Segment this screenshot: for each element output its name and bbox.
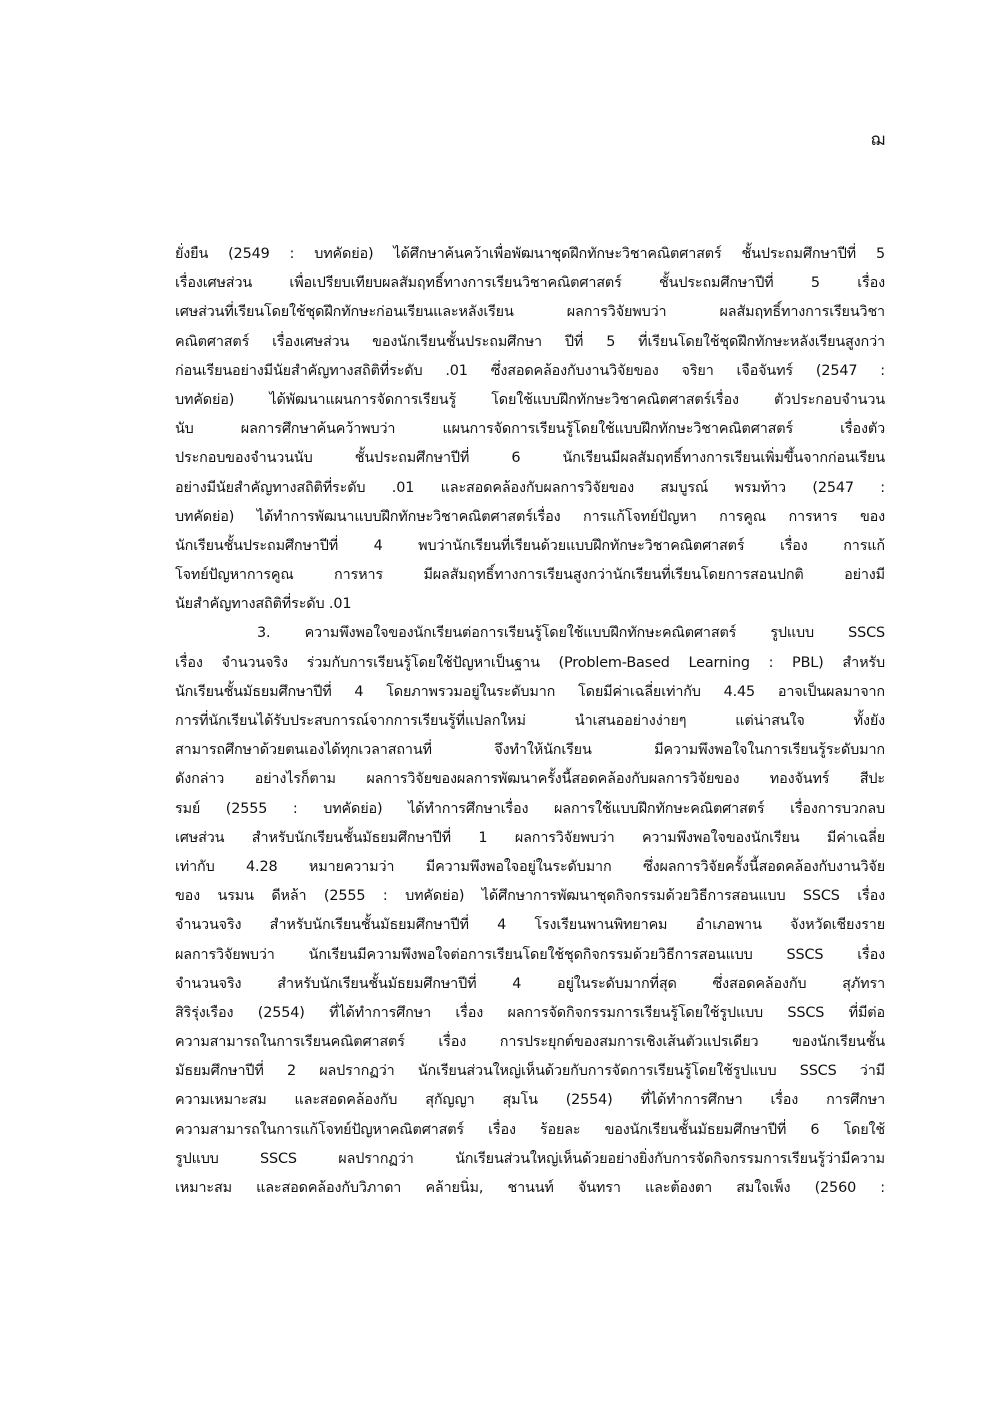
text-line: เท่ากับ 4.28 หมายความว่า มีความพึงพอใจอยู่ในระดับมาก ซึ่งผลการวิจัยครั้งนี้สอดคล้องกับงานวิจัย [175,858,885,875]
text-line: สิริรุ่งเรือง (2554) ที่ได้ทำการศึกษา เรื่อง ผลการจัดกิจกรรมการเรียนรู้โดยใช้รูปแบบ SSCS ที่มีต่อ [175,1004,885,1021]
text-line: บทคัดย่อ) ได้พัฒนาแผนการจัดการเรียนรู้ โดยใช้แบบฝึกทักษะวิชาคณิตศาสตร์เรื่อง ตัวประกอบจำนวน [175,391,885,408]
text-line: สามารถศึกษาด้วยตนเองได้ทุกเวลาสถานที่ จึงทำให้นักเรียน มีความพึงพอใจในการเรียนรู้ระดับมาก [175,742,885,759]
page-number: ฌ [870,130,885,150]
text-line: รูปแบบ SSCS ผลปรากฏว่า นักเรียนส่วนใหญ่เห็นด้วยอย่างยิ่งกับการจัดกิจกรรมการเรียนรู้ว่ามีความ [175,1150,885,1167]
text-line: รมย์ (2555 : บทคัดย่อ) ได้ทำการศึกษาเรื่อง ผลการใช้แบบฝึกทักษะคณิตศาสตร์ เรื่องการบวกลบ [175,800,885,817]
text-line: ความเหมาะสม และสอดคล้องกับ สุกัญญา สุมโน (2554) ที่ได้ทำการศึกษา เรื่อง การศึกษา [175,1092,885,1109]
text-line: ความสามารถในการเรียนคณิตศาสตร์ เรื่อง การประยุกต์ของสมการเชิงเส้นตัวแปรเดียว ของนักเรียนชั้น [175,1034,885,1051]
text-line: นักเรียนชั้นประถมศึกษาปีที่ 4 พบว่านักเรียนที่เรียนด้วยแบบฝึกทักษะวิชาคณิตศาสตร์ เรื่อง การแก้ [175,537,885,554]
text-line: ความสามารถในการแก้โจทย์ปัญหาคณิตศาสตร์ เรื่อง ร้อยละ ของนักเรียนชั้นมัธยมศึกษาปีที่ 6 โดยใช้ [175,1121,885,1138]
text-line: เศษส่วน สำหรับนักเรียนชั้นมัธยมศึกษาปีที่ 1 ผลการวิจัยพบว่า ความพึงพอใจของนักเรียน มีค่าเฉลี่ย [175,829,885,846]
text-line: ก่อนเรียนอย่างมีนัยสำคัญทางสถิติที่ระดับ .01 ซึ่งสอดคล้องกับงานวิจัยของ จริยา เจือจันทร์ (2547 : [175,362,885,379]
text-line: ยั่งยืน (2549 : บทคัดย่อ) ได้ศึกษาค้นคว้าเพื่อพัฒนาชุดฝึกทักษะวิชาคณิตศาสตร์ ชั้นประถมศึกษาปีที่ 5 [175,246,885,262]
text-line: นักเรียนชั้นมัธยมศึกษาปีที่ 4 โดยภาพรวมอยู่ในระดับมาก โดยมีค่าเฉลี่ยเท่ากับ 4.45 อาจเป็นผลมาจาก [175,683,885,700]
text-line: เรื่อง จำนวนจริง ร่วมกับการเรียนรู้โดยใช้ปัญหาเป็นฐาน (Problem-Based Learning : PBL) สำหรับ [175,654,885,671]
text-line: ผลการวิจัยพบว่า นักเรียนมีความพึงพอใจต่อการเรียนโดยใช้ชุดกิจกรรมด้วยวิธีการสอนแบบ SSCS เรื่อง [175,946,885,963]
text-line: เศษส่วนที่เรียนโดยใช้ชุดฝึกทักษะก่อนเรียนและหลังเรียน ผลการวิจัยพบว่า ผลสัมฤทธิ์ทางการเรียนวิชา [175,304,885,321]
text-line: ประกอบของจำนวนนับ ชั้นประถมศึกษาปีที่ 6 นักเรียนมีผลสัมฤทธิ์ทางการเรียนเพิ่มขึ้นจากก่อนเรียน [175,450,885,467]
text-line: บทคัดย่อ) ได้ทำการพัฒนาแบบฝึกทักษะวิชาคณิตศาสตร์เรื่อง การแก้โจทย์ปัญหา การคูณ การหาร ของ [175,508,885,525]
text-line: ของ นรมน ดีหล้า (2555 : บทคัดย่อ) ได้ศึกษาการพัฒนาชุดกิจกรรมด้วยวิธีการสอนแบบ SSCS เรื่อง [175,888,885,905]
text-line: การที่นักเรียนได้รับประสบการณ์จากการเรียนรู้ที่แปลกใหม่ นำเสนออย่างง่ายๆ แต่น่าสนใจ ทั้งยัง [175,713,885,729]
text-line: นับ ผลการศึกษาค้นคว้าพบว่า แผนการจัดการเรียนรู้โดยใช้แบบฝึกทักษะวิชาคณิตศาสตร์ เรื่องตัว [175,421,885,438]
text-line: คณิตศาสตร์ เรื่องเศษส่วน ของนักเรียนชั้นประถมศึกษา ปีที่ 5 ที่เรียนโดยใช้ชุดฝึกทักษะหลังเรียนสูงกว่า [175,333,885,350]
text-line: จำนวนจริง สำหรับนักเรียนชั้นมัธยมศึกษาปีที่ 4 อยู่ในระดับมากที่สุด ซึ่งสอดคล้องกับ สุภัทรา [175,975,885,992]
text-line: เรื่องเศษส่วน เพื่อเปรียบเทียบผลสัมฤทธิ์ทางการเรียนวิชาคณิตศาสตร์ ชั้นประถมศึกษาปีที่ 5 เรื่อง [175,275,885,292]
text-line: จำนวนจริง สำหรับนักเรียนชั้นมัธยมศึกษาปีที่ 4 โรงเรียนพานพิทยาคม อำเภอพาน จังหวัดเชียงราย [175,917,885,934]
text-line: 3. ความพึงพอใจของนักเรียนต่อการเรียนรู้โดยใช้แบบฝึกทักษะคณิตศาสตร์ รูปแบบ SSCS [257,625,885,642]
text-line: โจทย์ปัญหาการคูณ การหาร มีผลสัมฤทธิ์ทางการเรียนสูงกว่านักเรียนที่เรียนโดยการสอนปกติ อย่างมี [175,567,885,584]
text-line: ดังกล่าว อย่างไรก็ตาม ผลการวิจัยของผลการพัฒนาครั้งนี้สอดคล้องกับผลการวิจัยของ ทองจันทร์ สีปะ [175,771,885,788]
text-line: นัยสำคัญทางสถิติที่ระดับ .01 [175,596,352,613]
text-line: มัธยมศึกษาปีที่ 2 ผลปรากฏว่า นักเรียนส่วนใหญ่เห็นด้วยกับการจัดการเรียนรู้โดยใช้รูปแบบ SSCS ว่ามี [175,1063,885,1080]
text-line: เหมาะสม และสอดคล้องกับวิภาดา คล้ายนิ่ม, ชานนท์ จันทรา และต้องตา สมใจเพ็ง (2560 : [175,1180,885,1196]
text-line: อย่างมีนัยสำคัญทางสถิติที่ระดับ .01 และสอดคล้องกับผลการวิจัยของ สมบูรณ์ พรมท้าว (2547 : [175,479,885,496]
body-text [175,240,885,1203]
